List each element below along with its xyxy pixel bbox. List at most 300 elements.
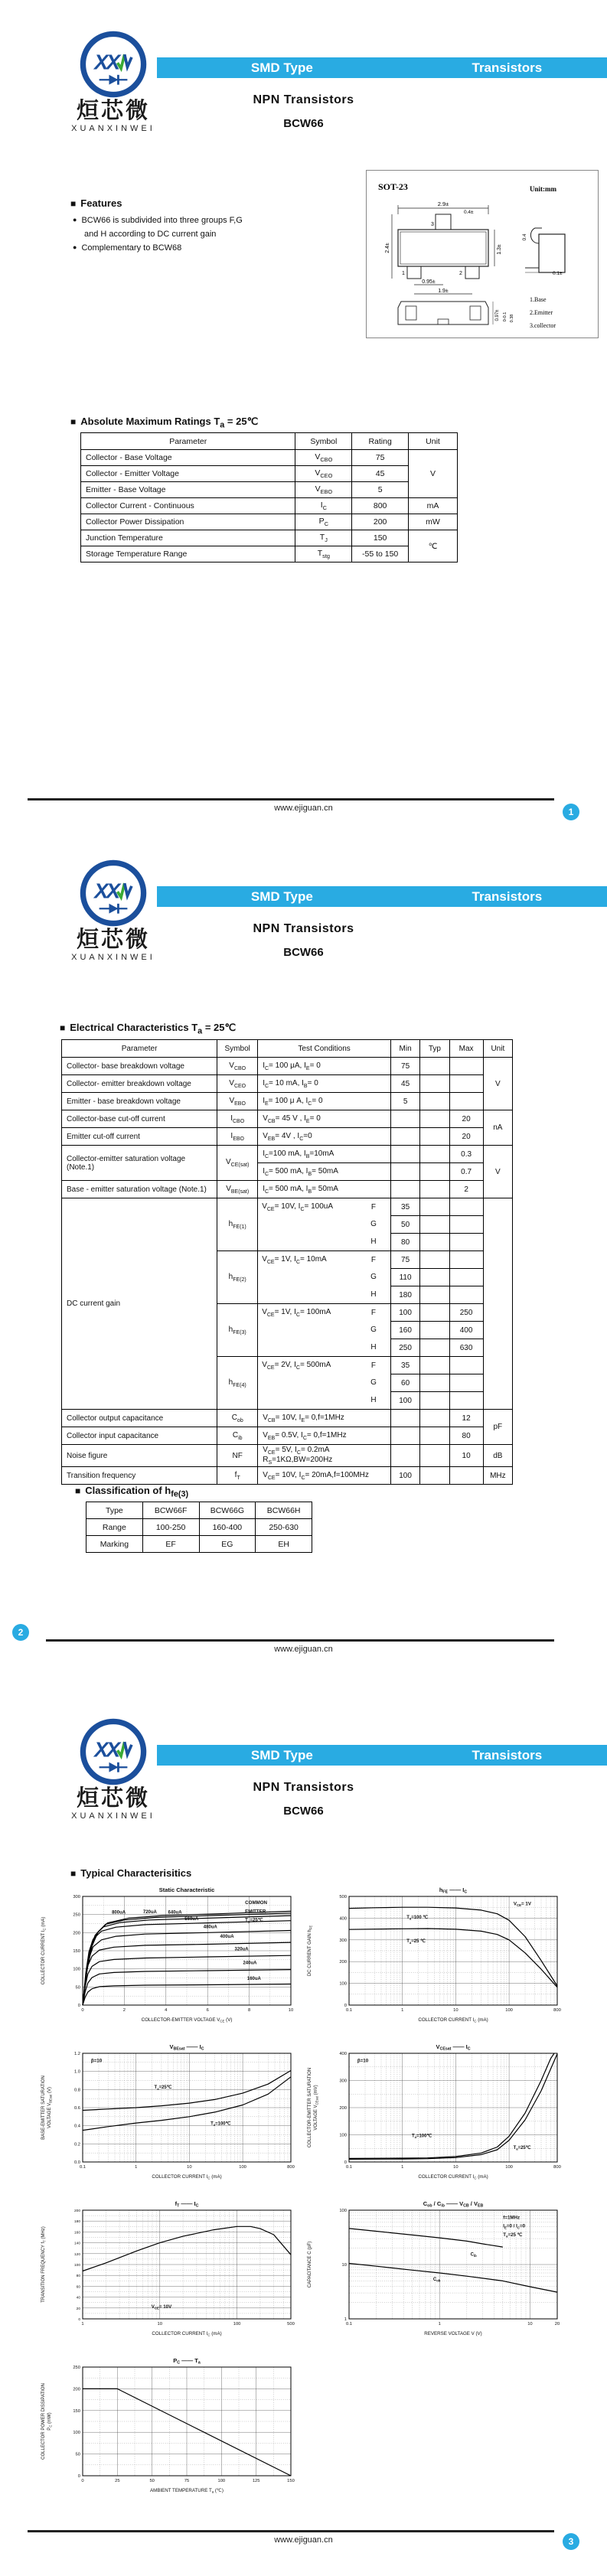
bullet-icon: ● <box>73 216 77 223</box>
cell: Collector - Emitter Voltage <box>81 466 295 482</box>
svg-text:0.0: 0.0 <box>73 2160 80 2165</box>
svg-text:720uA: 720uA <box>142 1909 157 1915</box>
logo-icon <box>78 1717 148 1787</box>
svg-text:0.1: 0.1 <box>345 2008 353 2013</box>
svg-text:140: 140 <box>73 2242 80 2246</box>
header-cell: Unit <box>483 1040 512 1058</box>
svg-text:COLLECTOR CURRENT IC (mA): COLLECTOR CURRENT $I_C$ (mA) <box>152 2331 222 2337</box>
svg-text:320uA: 320uA <box>234 1947 249 1952</box>
svg-text:0.4±: 0.4± <box>464 210 474 215</box>
cell <box>449 1058 483 1075</box>
cell: 100 <box>390 1392 419 1410</box>
svg-text:100: 100 <box>505 2008 513 2013</box>
cell: $V_{EB}= 0.5V$, $I_C= 0,f=1MHz$ <box>258 1427 391 1445</box>
svg-text:10: 10 <box>187 2165 192 2170</box>
cell: $V_{CB}= 45$ V , $I_E= 0$ <box>258 1110 391 1128</box>
cell: Collector Current - Continuous <box>81 498 295 514</box>
svg-text:10: 10 <box>341 2263 347 2268</box>
cell <box>420 1110 449 1128</box>
typical-section-title: ■ Typical Characterisitics <box>70 1867 192 1879</box>
feature-item-cont: and H according to DC current gain <box>84 230 217 239</box>
svg-text:f=1MHz: f=1MHz <box>503 2215 521 2221</box>
svg-text:0.2: 0.2 <box>73 2142 80 2147</box>
svg-text:β=10: β=10 <box>90 2058 103 2064</box>
svg-text:EMITTER: EMITTER <box>245 1909 266 1915</box>
header-bar-left-label: SMD Type <box>250 60 313 75</box>
cell <box>449 1269 483 1286</box>
cell <box>449 1357 483 1374</box>
cell: EH <box>256 1536 312 1553</box>
svg-text:COLLECTOR CURRENT IC (mA): COLLECTOR CURRENT $I_C$ (mA) <box>41 1916 47 1985</box>
cell <box>420 1128 449 1146</box>
cell: Collector Power Dissipation <box>81 514 295 530</box>
header-bar-right-label: Transistors <box>472 1748 543 1762</box>
cell: $h_{FE(1)}$ <box>217 1198 258 1251</box>
header-cell: Rating <box>352 433 409 450</box>
section-bullet-icon: ■ <box>60 1022 66 1033</box>
cell <box>420 1251 449 1269</box>
cell: $V_{CEO}$ <box>295 466 352 482</box>
cell: Collector- emitter breakdown voltage <box>62 1075 217 1093</box>
svg-text:0: 0 <box>77 2474 80 2479</box>
elec-section-title: ■ Electrical Characteristics $T_a$ = 25℃ <box>60 1022 237 1036</box>
chart-svg-hfe <box>305 1884 569 2041</box>
header-bar-left-label: SMD Type <box>250 1748 313 1762</box>
svg-text:100: 100 <box>339 1981 347 1987</box>
svg-text:PC (mW): $P_C$ (mW) <box>47 2412 53 2431</box>
brand-logo <box>66 29 161 133</box>
svg-text:60: 60 <box>76 2285 80 2290</box>
svg-text:180: 180 <box>73 2220 80 2225</box>
svg-text:100: 100 <box>217 2479 226 2483</box>
brand-name-en: XUANXINWEI <box>71 1811 155 1821</box>
cell <box>390 1128 419 1146</box>
cell: Range <box>86 1519 143 1536</box>
svg-text:4: 4 <box>165 2008 168 2013</box>
svg-text:500: 500 <box>287 2322 295 2327</box>
svg-text:Cob / Cib —— VCB / VEB: $C_{ob} / C_{ib}$ —— $V_{CB} / V_{EB}$ <box>423 2200 484 2209</box>
bullet-icon: ● <box>73 243 77 251</box>
cell <box>420 1374 449 1392</box>
footer-url[interactable]: www.ejiguan.cn <box>274 1645 333 1654</box>
cell: Storage Temperature Range <box>81 546 295 562</box>
cell: Base - emitter saturation voltage (Note.1) <box>62 1181 217 1198</box>
svg-text:0: 0 <box>77 2004 80 2008</box>
cell: $V_{CE}= 1V$, $I_C= 100mA$ F G H <box>258 1304 391 1357</box>
cell <box>449 1374 483 1392</box>
svg-text:800uA: 800uA <box>112 1910 126 1916</box>
cell: BCW66G <box>199 1502 256 1519</box>
brand-logo <box>66 859 161 962</box>
cell: BCW66H <box>256 1502 312 1519</box>
chart-svg-pc <box>38 2355 302 2512</box>
svg-text:800: 800 <box>553 2008 561 2013</box>
cell <box>420 1322 449 1339</box>
svg-text:100: 100 <box>73 2431 80 2436</box>
svg-text:Cib: $C_{ib}$ <box>470 2252 477 2258</box>
cell <box>390 1110 419 1128</box>
svg-text:COLLECTOR POWER DISSIPATION: COLLECTOR POWER DISSIPATION <box>41 2383 46 2460</box>
svg-text:0: 0 <box>81 2479 84 2483</box>
cell: $V_{CEO}$ <box>217 1075 258 1093</box>
svg-text:2.4±: 2.4± <box>385 243 390 253</box>
cell: $V_{CE}= 10V$, $I_C= 100uA$ F G H <box>258 1198 391 1251</box>
cell: EF <box>142 1536 199 1553</box>
svg-text:200: 200 <box>73 2387 80 2392</box>
svg-text:Ta=25℃: $T_a=25℃$ <box>513 2145 531 2151</box>
cell <box>420 1392 449 1410</box>
svg-text:10: 10 <box>527 2322 533 2327</box>
cell: NF <box>217 1445 258 1467</box>
svg-text:100: 100 <box>233 2322 241 2327</box>
package-outline-sot23 <box>366 170 599 338</box>
cell: 75 <box>390 1058 419 1075</box>
cell: 180 <box>390 1286 419 1304</box>
cell: $h_{FE(3)}$ <box>217 1304 258 1357</box>
svg-text:COMMON: COMMON <box>245 1899 268 1906</box>
svg-text:20: 20 <box>554 2322 560 2327</box>
features-section-title: ■ Features <box>70 197 122 209</box>
svg-text:0.1: 0.1 <box>79 2165 86 2170</box>
cell: $I_C=100$ mA, $I_B=10mA$ <box>258 1146 391 1163</box>
svg-text:2.Emitter: 2.Emitter <box>530 309 553 316</box>
svg-text:150: 150 <box>287 2479 295 2483</box>
cell <box>390 1163 419 1181</box>
cell: Collector output capacitance <box>62 1410 217 1427</box>
cell: V <box>483 1146 512 1198</box>
header-cell: Symbol <box>295 433 352 450</box>
cell: dB <box>483 1445 512 1467</box>
header-cell: Parameter <box>81 433 295 450</box>
cell <box>420 1357 449 1374</box>
cell: Emitter cut-off current <box>62 1128 217 1146</box>
svg-text:800: 800 <box>287 2165 295 2170</box>
svg-text:COLLECTOR CURRENT IC (mA): COLLECTOR CURRENT $I_C$ (mA) <box>152 2174 222 2180</box>
svg-text:1.9±: 1.9± <box>438 289 449 294</box>
brand-logo <box>66 1717 161 1821</box>
cell <box>390 1181 419 1198</box>
svg-text:0-0.1: 0-0.1 <box>503 311 507 322</box>
svg-text:β=10: β=10 <box>357 2058 369 2064</box>
logo-icon <box>78 859 148 928</box>
svg-text:80: 80 <box>76 2274 80 2279</box>
footer-url[interactable]: www.ejiguan.cn <box>274 804 333 813</box>
svg-text:COLLECTOR-EMITTER VOLTAGE VC: COLLECTOR-EMITTER VOLTAGE $V_{CE}$ (V) <box>141 2017 233 2023</box>
chart-vcesat-vs-ic <box>305 2041 569 2198</box>
svg-text:1.2: 1.2 <box>73 2052 80 2056</box>
cell: $I_C= 500$ mA, $I_B= 50mA$ <box>258 1181 391 1198</box>
section-bullet-icon: ■ <box>70 1868 77 1879</box>
header-bar <box>157 1745 607 1766</box>
svg-text:Ta=100 ℃: $T_a=100$ ℃ <box>406 1915 429 1921</box>
svg-text:0.4: 0.4 <box>522 233 527 241</box>
cell: $V_{CBO}$ <box>295 450 352 466</box>
svg-text:25: 25 <box>115 2479 120 2483</box>
svg-text:100: 100 <box>339 2209 347 2213</box>
svg-text:Ta=100℃: $T_a=100℃$ <box>411 2134 432 2139</box>
cell: 160-400 <box>199 1519 256 1536</box>
svg-text:100: 100 <box>339 2133 347 2138</box>
brand-name-en: XUANXINWEI <box>71 953 155 963</box>
cell: 250 <box>390 1339 419 1357</box>
svg-text:VBEsat —— IC: $V_{BEsat}$ —— $I_C$ <box>169 2043 204 2052</box>
cell: pF <box>483 1410 512 1445</box>
svg-text:PC —— Ta: $P_C$ —— $T_a$ <box>173 2357 201 2366</box>
cell: 35 <box>390 1198 419 1216</box>
page-number-badge: 3 <box>563 2533 579 2550</box>
svg-text:100: 100 <box>73 1967 80 1972</box>
cell: 0.7 <box>449 1163 483 1181</box>
page-number-badge: 2 <box>12 1624 29 1641</box>
cell: $C_{ob}$ <box>217 1410 258 1427</box>
cell <box>420 1427 449 1445</box>
chart-svg-vce <box>305 2041 569 2198</box>
svg-text:10: 10 <box>453 2165 459 2170</box>
svg-text:150: 150 <box>73 1949 80 1954</box>
svg-text:1.0: 1.0 <box>73 2069 80 2075</box>
hfe-classification-table <box>86 1502 312 1553</box>
header-bar-right-label: Transistors <box>472 889 543 904</box>
svg-text:800: 800 <box>553 2165 561 2170</box>
cell <box>420 1075 449 1093</box>
cell: Marking <box>86 1536 143 1553</box>
svg-text:1.Base: 1.Base <box>530 296 547 303</box>
header-bar <box>157 57 607 78</box>
doc-title: NPN Transistors <box>253 93 354 106</box>
cell <box>449 1234 483 1251</box>
cell: Collector-emitter saturation voltage (Note.1) <box>62 1146 217 1181</box>
svg-text:fT —— IC: $f_T$ —— $I_C$ <box>175 2200 199 2209</box>
cell: $V_{EB}= 4V$ , $I_C=0$ <box>258 1128 391 1146</box>
feature-item: ● Complementary to BCW68 <box>73 243 182 253</box>
cell <box>449 1286 483 1304</box>
chart-capacitance-vs-voltage <box>305 2198 569 2355</box>
header-bar-left-label: SMD Type <box>250 889 313 904</box>
cell: Collector input capacitance <box>62 1427 217 1445</box>
cell: mA <box>409 498 458 514</box>
page-2 <box>0 859 607 1717</box>
svg-text:125: 125 <box>252 2479 260 2483</box>
svg-text:0.97±: 0.97± <box>495 309 500 321</box>
cell <box>449 1392 483 1410</box>
cell: Collector- base breakdown voltage <box>62 1058 217 1075</box>
doc-title: NPN Transistors <box>253 922 354 935</box>
svg-text:BASE-EMITTER SATURATION: BASE-EMITTER SATURATION <box>41 2075 46 2140</box>
cell: 45 <box>352 466 409 482</box>
cell <box>420 1093 449 1110</box>
cell <box>390 1445 419 1467</box>
svg-text:500: 500 <box>339 1895 347 1899</box>
cell <box>390 1410 419 1427</box>
cell: $I_C= 100$ μA, $I_E= 0$ <box>258 1058 391 1075</box>
cell: $V_{CE(sat)}$ <box>217 1146 258 1181</box>
cell: $V_{CE}= 10V$, $I_C= 20mA,f=100MHz$ <box>258 1467 391 1485</box>
svg-text:X: X <box>94 1737 109 1762</box>
cell: 100 <box>390 1304 419 1322</box>
svg-text:1: 1 <box>402 271 405 276</box>
svg-text:COLLECTOR CURRENT IC (mA): COLLECTOR CURRENT $I_C$ (mA) <box>418 2017 488 2023</box>
cell <box>449 1198 483 1216</box>
cell: Emitter - base breakdown voltage <box>62 1093 217 1110</box>
footer-divider <box>28 798 554 801</box>
chart-svg-ft <box>38 2198 302 2355</box>
cell <box>420 1445 449 1467</box>
brand-name-cn: 烜芯微 <box>76 1786 150 1811</box>
cell <box>420 1410 449 1427</box>
svg-text:0: 0 <box>344 2160 347 2165</box>
cell: -55 to 150 <box>352 546 409 562</box>
section-bullet-icon: ■ <box>70 416 77 427</box>
cell: $C_{ib}$ <box>217 1427 258 1445</box>
svg-text:1: 1 <box>401 2165 404 2170</box>
svg-text:X: X <box>106 879 121 903</box>
cell: MHz <box>483 1467 512 1485</box>
cell <box>420 1058 449 1075</box>
svg-text:200: 200 <box>73 1931 80 1936</box>
cell: Transition frequency <box>62 1467 217 1485</box>
part-number: BCW66 <box>283 117 324 130</box>
cell: 400 <box>449 1322 483 1339</box>
svg-text:300: 300 <box>339 2079 347 2084</box>
cell <box>449 1251 483 1269</box>
svg-text:VOLTAGE VBEsat (V): VOLTAGE $V_{BEsat}$ (V) <box>47 2087 53 2128</box>
cell: $I_E= 100$ μ A, $I_C= 0$ <box>258 1093 391 1110</box>
svg-text:VCE= 1V: $V_{CE}= 1V$ <box>513 1901 531 1907</box>
cell: Collector - Base Voltage <box>81 450 295 466</box>
svg-text:0.1: 0.1 <box>345 2165 353 2170</box>
svg-text:AMBIENT TEMPERATURE Ta (℃): AMBIENT TEMPERATURE $T_a$ (℃) <box>150 2488 224 2494</box>
svg-text:CAPACITANCE C (pF): CAPACITANCE C (pF) <box>308 2241 312 2288</box>
svg-text:50: 50 <box>149 2479 155 2483</box>
cell <box>449 1216 483 1234</box>
svg-text:150: 150 <box>73 2408 80 2414</box>
svg-text:X: X <box>106 50 121 74</box>
cell: 250 <box>449 1304 483 1322</box>
cell: mW <box>409 514 458 530</box>
cell: $V_{EBO}$ <box>295 482 352 498</box>
cell: $V_{CBO}$ <box>217 1058 258 1075</box>
svg-text:10: 10 <box>453 2008 459 2013</box>
cell: nA <box>483 1110 512 1146</box>
cell <box>483 1198 512 1410</box>
svg-text:Ta=25℃: $T_a=25℃$ <box>154 2085 172 2091</box>
cell: 0.3 <box>449 1146 483 1163</box>
svg-text:75: 75 <box>184 2479 190 2483</box>
cell <box>420 1198 449 1216</box>
svg-text:40: 40 <box>76 2296 80 2300</box>
svg-text:400: 400 <box>339 2052 347 2056</box>
svg-text:200: 200 <box>339 2106 347 2111</box>
svg-text:100: 100 <box>73 2264 80 2268</box>
cell: $V_{BE(sat)}$ <box>217 1181 258 1198</box>
svg-text:2: 2 <box>459 271 462 276</box>
svg-text:400uA: 400uA <box>220 1934 234 1939</box>
brand-name-en: XUANXINWEI <box>71 124 155 134</box>
header-cell: Min <box>390 1040 419 1058</box>
cell: 110 <box>390 1269 419 1286</box>
cell: ℃ <box>409 530 458 562</box>
cell: $I_C$ <box>295 498 352 514</box>
cell: 35 <box>390 1357 419 1374</box>
cell <box>449 1093 483 1110</box>
chart-svg-static <box>38 1884 302 2041</box>
cell: Junction Temperature <box>81 530 295 546</box>
svg-text:250: 250 <box>73 2366 80 2370</box>
footer-divider <box>28 2530 554 2532</box>
cell: V <box>483 1058 512 1110</box>
cell: 50 <box>390 1216 419 1234</box>
svg-text:VCEsat —— IC: $V_{CEsat}$ —— $I_C$ <box>436 2043 471 2052</box>
svg-text:0: 0 <box>78 2318 80 2322</box>
svg-text:160: 160 <box>73 2231 80 2235</box>
cell: $h_{FE(4)}$ <box>217 1357 258 1410</box>
cell: 80 <box>390 1234 419 1251</box>
chart-ft-vs-ic <box>38 2198 302 2355</box>
header-cell: Parameter <box>62 1040 217 1058</box>
svg-text:250: 250 <box>73 1912 80 1918</box>
svg-text:1: 1 <box>438 2322 441 2327</box>
svg-text:X: X <box>106 1737 121 1762</box>
cell: 100 <box>390 1467 419 1485</box>
doc-title: NPN Transistors <box>253 1781 354 1794</box>
svg-text:50: 50 <box>75 2452 80 2457</box>
svg-text:0.38: 0.38 <box>510 314 514 323</box>
cell: 100-250 <box>142 1519 199 1536</box>
svg-text:COLLECTOR-EMITTER SATURATION: COLLECTOR-EMITTER SATURATION <box>308 2067 312 2148</box>
svg-text:300: 300 <box>339 1938 347 1943</box>
svg-text:6: 6 <box>206 2008 209 2013</box>
header-bar-right-label: Transistors <box>472 60 543 75</box>
svg-text:100: 100 <box>239 2165 246 2170</box>
section-bullet-icon: ■ <box>75 1485 81 1496</box>
cell: $V_{CE}= 5V$, $I_C= 0.2mA$ $R_S=1K\Omega,BW=200Hz$ <box>258 1445 391 1467</box>
cell <box>420 1467 449 1485</box>
svg-text:REVERSE VOLTAGE V (V): REVERSE VOLTAGE V (V) <box>424 2331 482 2336</box>
page-1 <box>0 0 607 859</box>
cell: 160 <box>390 1322 419 1339</box>
svg-text:1: 1 <box>135 2165 138 2170</box>
chart-pc-vs-ta <box>38 2355 302 2512</box>
cell: 2 <box>449 1181 483 1198</box>
cell: $V_{CE}= 1V$, $I_C= 10mA$ F G H <box>258 1251 391 1304</box>
svg-text:hFE —— IC: $h_{FE}$ —— $I_C$ <box>439 1886 468 1895</box>
svg-text:0.1±: 0.1± <box>553 271 563 276</box>
cell: Type <box>86 1502 143 1519</box>
cell: $I_{EBO}$ <box>217 1128 258 1146</box>
svg-text:0.95±: 0.95± <box>422 279 436 285</box>
cell <box>420 1304 449 1322</box>
cell: Noise figure <box>62 1445 217 1467</box>
cell: $I_C= 10$ mA, $I_B= 0$ <box>258 1075 391 1093</box>
svg-text:IE=0 / IC=0: $I_E=0 / I_C=0$ <box>503 2223 526 2230</box>
svg-text:3.collector: 3.collector <box>530 322 556 329</box>
svg-text:120: 120 <box>73 2252 80 2257</box>
svg-text:X: X <box>94 879 109 903</box>
header-cell: Symbol <box>217 1040 258 1058</box>
svg-text:COLLECTOR CURRENT IC (mA): COLLECTOR CURRENT $I_C$ (mA) <box>418 2174 488 2180</box>
svg-text:SOT-23: SOT-23 <box>378 181 408 192</box>
header-cell: Typ <box>420 1040 449 1058</box>
cell: EG <box>199 1536 256 1553</box>
chart-static-characteristic <box>38 1884 302 2041</box>
footer-url[interactable]: www.ejiguan.cn <box>274 2535 333 2545</box>
svg-text:TRANSITION FREQUENCY fT (MHz: TRANSITION FREQUENCY $f_T$ (MHz) <box>41 2226 47 2303</box>
part-number: BCW66 <box>283 946 324 959</box>
svg-text:300: 300 <box>73 1895 80 1899</box>
svg-text:640uA: 640uA <box>168 1910 182 1916</box>
cell: 250-630 <box>256 1519 312 1536</box>
svg-text:Ta=25 ℃: $T_a=25$ ℃ <box>503 2232 523 2239</box>
